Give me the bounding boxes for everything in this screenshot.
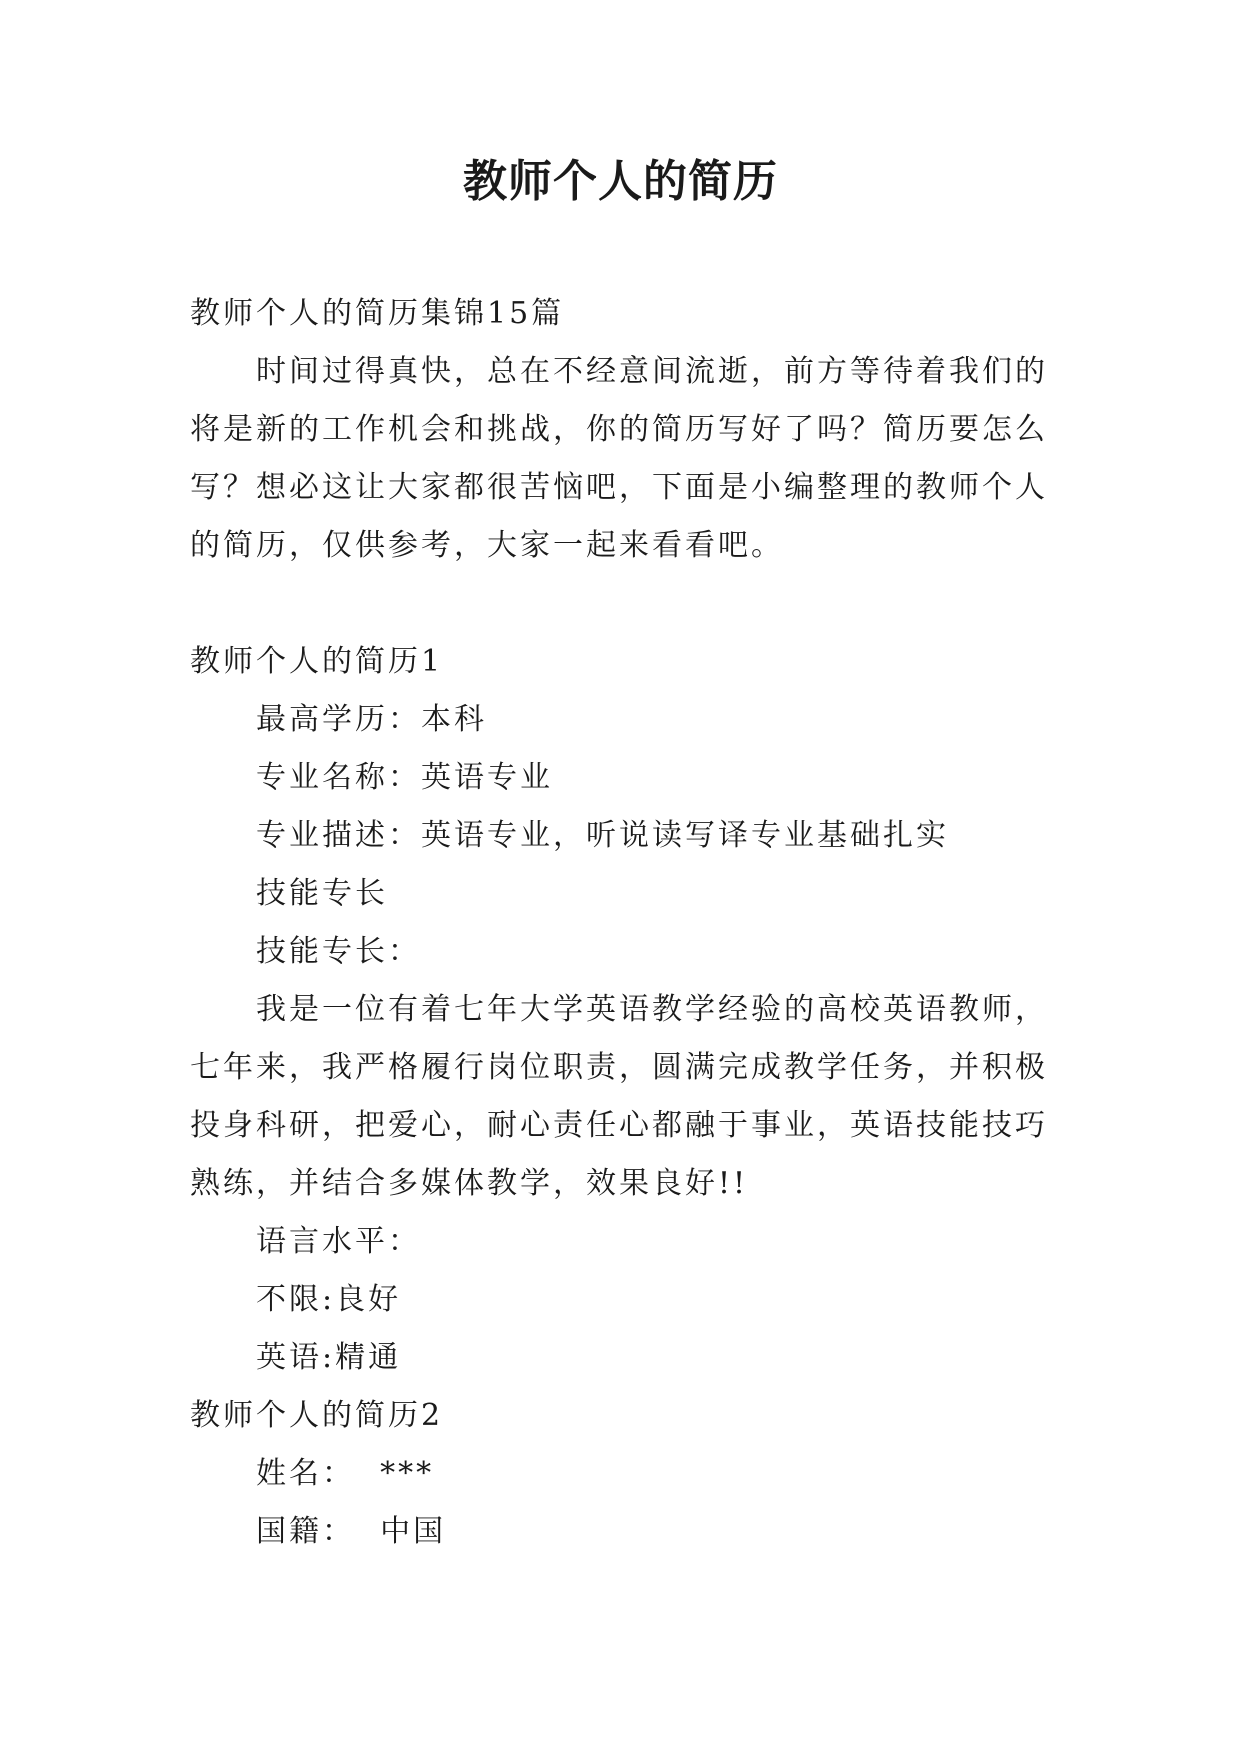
skills-text-line-3: 投身科研，把爱心，耐心责任心都融于事业，英语技能技巧 xyxy=(190,1108,1048,1143)
intro-line-3: 写？想必这让大家都很苦恼吧，下面是小编整理的教师个人 xyxy=(190,470,1048,505)
resume1-skills-heading: 技能专长 xyxy=(256,876,388,911)
resume1-skills-label: 技能专长： xyxy=(256,934,421,969)
resume1-language-1: 不限:良好 xyxy=(256,1282,402,1317)
resume2-heading: 教师个人的简历2 xyxy=(190,1398,444,1433)
resume2-nationality: 国籍： 中国 xyxy=(256,1514,447,1549)
skills-text-line-2: 七年来，我严格履行岗位职责，圆满完成教学任务，并积极 xyxy=(190,1050,1048,1085)
intro-line-4: 的简历，仅供参考，大家一起来看看吧。 xyxy=(190,528,784,563)
resume1-major: 专业名称：英语专业 xyxy=(256,760,553,795)
skills-text-line-4: 熟练，并结合多媒体教学，效果良好!! xyxy=(190,1166,749,1201)
resume1-language-2: 英语:精通 xyxy=(256,1340,402,1375)
intro-line-2: 将是新的工作机会和挑战，你的简历写好了吗？简历要怎么 xyxy=(190,412,1048,447)
resume2-name: 姓名： *** xyxy=(256,1456,435,1491)
resume1-education: 最高学历：本科 xyxy=(256,702,487,737)
resume1-major-desc: 专业描述：英语专业，听说读写译专业基础扎实 xyxy=(256,818,949,853)
resume1-language-label: 语言水平： xyxy=(256,1224,421,1259)
skills-text-line-1: 我是一位有着七年大学英语教学经验的高校英语教师， xyxy=(256,992,1048,1027)
intro-line-1: 时间过得真快，总在不经意间流逝，前方等待着我们的 xyxy=(256,354,1048,389)
subtitle: 教师个人的简历集锦15篇 xyxy=(190,296,565,331)
page-title: 教师个人的简历 xyxy=(463,156,778,207)
resume1-heading: 教师个人的简历1 xyxy=(190,644,444,679)
